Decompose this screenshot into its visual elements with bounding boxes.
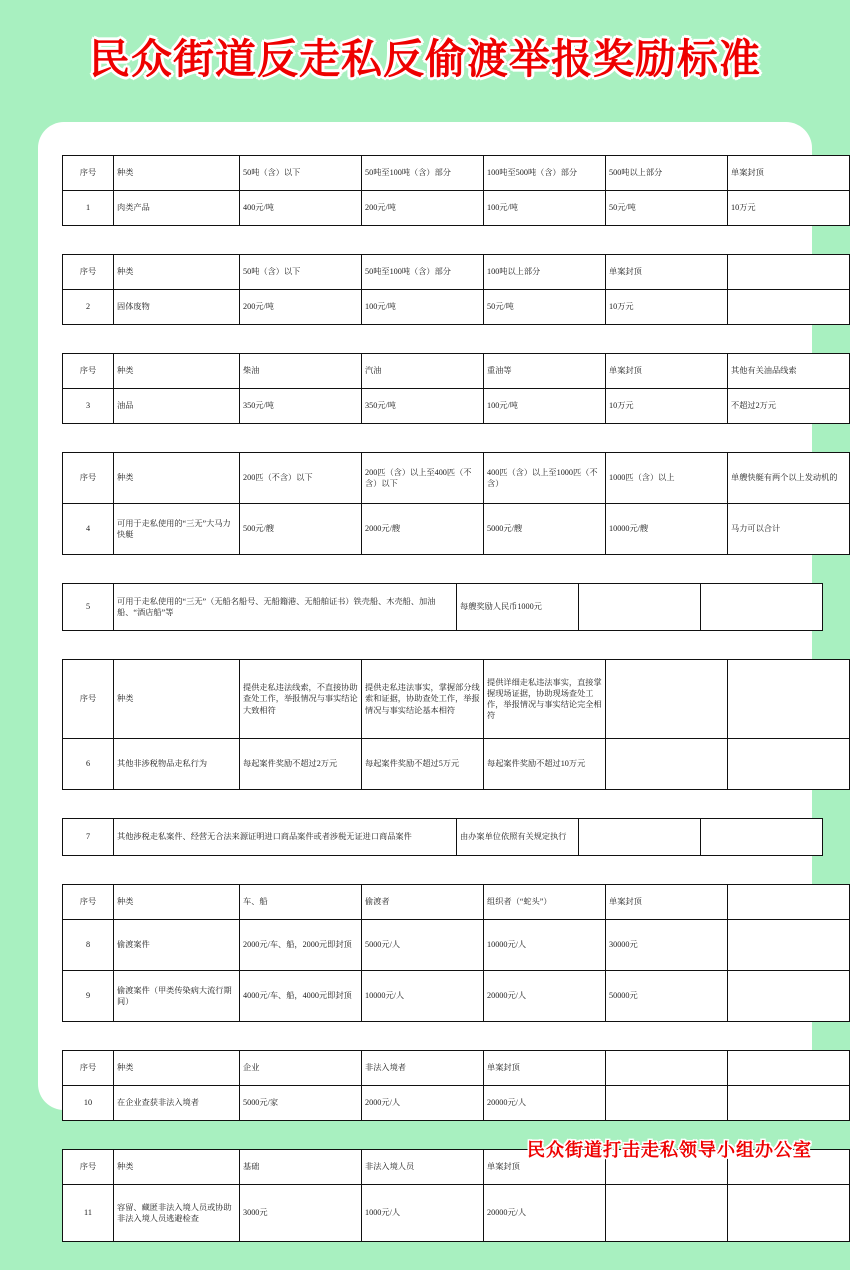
row-seq: 1 <box>63 191 114 226</box>
row-value-4: 10000元/艘 <box>606 504 728 555</box>
row-value-3: 100元/吨 <box>484 389 606 424</box>
col-header-tier-1: 50吨（含）以下 <box>240 156 362 191</box>
col-header-level-1: 提供走私违法线索，不直接协助查处工作，举报情况与事实结论大致相符 <box>240 660 362 739</box>
table-row <box>63 1086 850 1121</box>
col-header-empty-1 <box>606 1051 728 1086</box>
row-seq: 2 <box>63 290 114 325</box>
row-cap: 10万元 <box>606 290 728 325</box>
col-header-stowaway: 偷渡者 <box>362 885 484 920</box>
col-header-tier-3: 100吨至500吨（含）部分 <box>484 156 606 191</box>
reward-table-smuggling-persons <box>62 884 850 1022</box>
col-header-cap: 单案封顶 <box>728 156 850 191</box>
col-header-level-3: 提供详细走私违法事实，直接掌握现场证据，协助现场查处工作，举报情况与事实结论完全相符 <box>484 660 606 739</box>
row-empty-2 <box>728 1185 850 1242</box>
table-row <box>63 920 850 971</box>
row-value-2: 每起案件奖励不超过5万元 <box>362 739 484 790</box>
row-value-3: 100元/吨 <box>484 191 606 226</box>
col-header-seq: 序号 <box>63 660 114 739</box>
col-header-seq: 序号 <box>63 1150 114 1185</box>
col-header-tier-2: 50吨至100吨（含）部分 <box>362 255 484 290</box>
row-cap: 50000元 <box>606 971 728 1022</box>
row-value-3: 每起案件奖励不超过10万元 <box>484 739 606 790</box>
page-title: 民众街道反走私反偷渡举报奖励标准 <box>89 35 761 83</box>
row-cap: 30000元 <box>606 920 728 971</box>
table-row <box>63 504 850 555</box>
col-header-hp-1: 200匹（不含）以下 <box>240 453 362 504</box>
col-header-hp-4: 1000匹（含）以上 <box>606 453 728 504</box>
row-value-1: 350元/吨 <box>240 389 362 424</box>
table-row <box>63 819 823 856</box>
col-header-tier-1: 50吨（含）以下 <box>240 255 362 290</box>
row-value-3: 50元/吨 <box>484 290 606 325</box>
col-header-seq: 序号 <box>63 1051 114 1086</box>
row-kind: 容留、藏匿非法入境人员或协助非法入境人员逃避检查 <box>114 1185 240 1242</box>
col-header-seq: 序号 <box>63 453 114 504</box>
reward-table-enterprise <box>62 1050 850 1121</box>
row-cap: 20000元/人 <box>484 1086 606 1121</box>
row-empty-1 <box>606 739 728 790</box>
reward-table-tax-related <box>62 818 823 856</box>
col-header-cap: 单案封顶 <box>484 1051 606 1086</box>
row-value-3: 5000元/艘 <box>484 504 606 555</box>
col-header-tier-4: 500吨以上部分 <box>606 156 728 191</box>
row-seq: 5 <box>63 584 114 631</box>
col-header-empty-2 <box>728 660 850 739</box>
col-header-kind: 种类 <box>114 660 240 739</box>
row-value-2: 10000元/人 <box>362 971 484 1022</box>
col-header-kind: 种类 <box>114 885 240 920</box>
row-value-2: 200元/吨 <box>362 191 484 226</box>
table-row <box>63 191 850 226</box>
col-header-seq: 序号 <box>63 255 114 290</box>
row-seq: 11 <box>63 1185 114 1242</box>
row-seq: 10 <box>63 1086 114 1121</box>
row-value-1: 每艘奖励人民币1000元 <box>457 584 579 631</box>
table-header-row <box>63 156 850 191</box>
col-header-kind: 种类 <box>114 1051 240 1086</box>
col-header-tier-3: 100吨以上部分 <box>484 255 606 290</box>
tables-area <box>62 155 838 1270</box>
row-seq: 4 <box>63 504 114 555</box>
row-cap: 20000元/人 <box>484 1185 606 1242</box>
row-empty <box>728 920 850 971</box>
col-header-multi-engine: 单艘快艇有两个以上发动机的 <box>728 453 850 504</box>
reward-table-oil <box>62 353 850 424</box>
row-seq: 9 <box>63 971 114 1022</box>
row-value-2: 2000元/人 <box>362 1086 484 1121</box>
col-header-cap: 单案封顶 <box>606 354 728 389</box>
row-value-3: 20000元/人 <box>484 971 606 1022</box>
reward-table-three-no-boats <box>62 583 823 631</box>
col-header-enterprise: 企业 <box>240 1051 362 1086</box>
row-seq: 6 <box>63 739 114 790</box>
row-value-3: 10000元/人 <box>484 920 606 971</box>
row-empty-2 <box>728 739 850 790</box>
col-header-empty <box>728 255 850 290</box>
col-header-cap: 单案封顶 <box>606 885 728 920</box>
row-kind: 可用于走私使用的“三无”大马力快艇 <box>114 504 240 555</box>
col-header-empty-1 <box>606 660 728 739</box>
col-header-illegal-entrant: 非法入境者 <box>362 1051 484 1086</box>
col-header-kind: 种类 <box>114 354 240 389</box>
col-header-heavy-oil: 重油等 <box>484 354 606 389</box>
table-row <box>63 290 850 325</box>
table-row <box>63 739 850 790</box>
table-row <box>63 971 850 1022</box>
row-empty-2 <box>701 819 823 856</box>
row-kind: 偷渡案件（甲类传染病大流行期间） <box>114 971 240 1022</box>
row-empty <box>728 290 850 325</box>
row-value-1: 200元/吨 <box>240 290 362 325</box>
col-header-base: 基础 <box>240 1150 362 1185</box>
col-header-level-2: 提供走私违法事实，掌握部分线索和证据，协助查处工作，举报情况与事实结论基本相符 <box>362 660 484 739</box>
row-value-1: 由办案单位依照有关规定执行 <box>457 819 579 856</box>
col-header-cap: 单案封顶 <box>606 255 728 290</box>
table-header-row <box>63 354 850 389</box>
table-row <box>63 584 823 631</box>
table-row <box>63 1185 850 1242</box>
row-value-1: 5000元/家 <box>240 1086 362 1121</box>
reward-table-other-nontax <box>62 659 850 790</box>
row-empty <box>728 971 850 1022</box>
row-kind: 固体废物 <box>114 290 240 325</box>
reward-table-meat <box>62 155 850 226</box>
table-header-row <box>63 660 850 739</box>
row-seq: 3 <box>63 389 114 424</box>
row-empty-2 <box>728 1086 850 1121</box>
row-value-2: 350元/吨 <box>362 389 484 424</box>
row-kind: 偷渡案件 <box>114 920 240 971</box>
row-empty-2 <box>701 584 823 631</box>
row-kind: 油品 <box>114 389 240 424</box>
table-header-row <box>63 1051 850 1086</box>
col-header-vehicle-boat: 车、船 <box>240 885 362 920</box>
row-empty-1 <box>606 1185 728 1242</box>
issuer-footer: 民众街道打击走私领导小组办公室 <box>527 1140 812 1161</box>
row-empty-1 <box>579 819 701 856</box>
table-header-row <box>63 453 850 504</box>
row-seq: 7 <box>63 819 114 856</box>
row-value-2: 1000元/人 <box>362 1185 484 1242</box>
row-empty-1 <box>606 1086 728 1121</box>
col-header-empty <box>728 885 850 920</box>
col-header-seq: 序号 <box>63 156 114 191</box>
col-header-other-clues: 其他有关油品线索 <box>728 354 850 389</box>
col-header-hp-2: 200匹（含）以上至400匹（不含）以下 <box>362 453 484 504</box>
row-empty-1 <box>579 584 701 631</box>
row-value-1: 4000元/车、船，4000元即封顶 <box>240 971 362 1022</box>
col-header-empty-2 <box>728 1051 850 1086</box>
row-kind: 其他非涉税物品走私行为 <box>114 739 240 790</box>
row-value-2: 5000元/人 <box>362 920 484 971</box>
row-kind: 可用于走私使用的“三无”（无船名船号、无船籍港、无船舶证书）铁壳船、木壳船、加油船、“酒店船”等 <box>114 584 457 631</box>
col-header-tier-2: 50吨至100吨（含）部分 <box>362 156 484 191</box>
col-header-seq: 序号 <box>63 354 114 389</box>
table-header-row <box>63 885 850 920</box>
col-header-gasoline: 汽油 <box>362 354 484 389</box>
col-header-seq: 序号 <box>63 885 114 920</box>
row-value-1: 500元/艘 <box>240 504 362 555</box>
row-cap: 10万元 <box>606 389 728 424</box>
col-header-cap: 单案封顶 <box>484 1150 606 1185</box>
row-value-4: 50元/吨 <box>606 191 728 226</box>
reward-table-solid-waste <box>62 254 850 325</box>
row-cap: 10万元 <box>728 191 850 226</box>
col-header-kind: 种类 <box>114 255 240 290</box>
row-value-2: 2000元/艘 <box>362 504 484 555</box>
row-seq: 8 <box>63 920 114 971</box>
row-value-1: 每起案件奖励不超过2万元 <box>240 739 362 790</box>
reward-table-speedboat <box>62 452 850 555</box>
table-row <box>63 389 850 424</box>
row-value-2: 100元/吨 <box>362 290 484 325</box>
col-header-kind: 种类 <box>114 1150 240 1185</box>
col-header-diesel: 柴油 <box>240 354 362 389</box>
row-value-1: 3000元 <box>240 1185 362 1242</box>
reward-table-harboring <box>62 1149 850 1242</box>
col-header-hp-3: 400匹（含）以上至1000匹（不含） <box>484 453 606 504</box>
row-kind: 在企业查获非法入境者 <box>114 1086 240 1121</box>
col-header-kind: 种类 <box>114 156 240 191</box>
col-header-organizer: 组织者（“蛇头”） <box>484 885 606 920</box>
row-value-1: 400元/吨 <box>240 191 362 226</box>
col-header-kind: 种类 <box>114 453 240 504</box>
col-header-illegal-entrant: 非法入境人员 <box>362 1150 484 1185</box>
row-value-1: 2000元/车、船，2000元即封顶 <box>240 920 362 971</box>
row-other-clues: 不超过2万元 <box>728 389 850 424</box>
row-kind: 肉类产品 <box>114 191 240 226</box>
row-multi-engine: 马力可以合计 <box>728 504 850 555</box>
table-header-row <box>63 255 850 290</box>
row-kind: 其他涉税走私案件、经营无合法来源证明进口商品案件或者涉税无证进口商品案件 <box>114 819 457 856</box>
